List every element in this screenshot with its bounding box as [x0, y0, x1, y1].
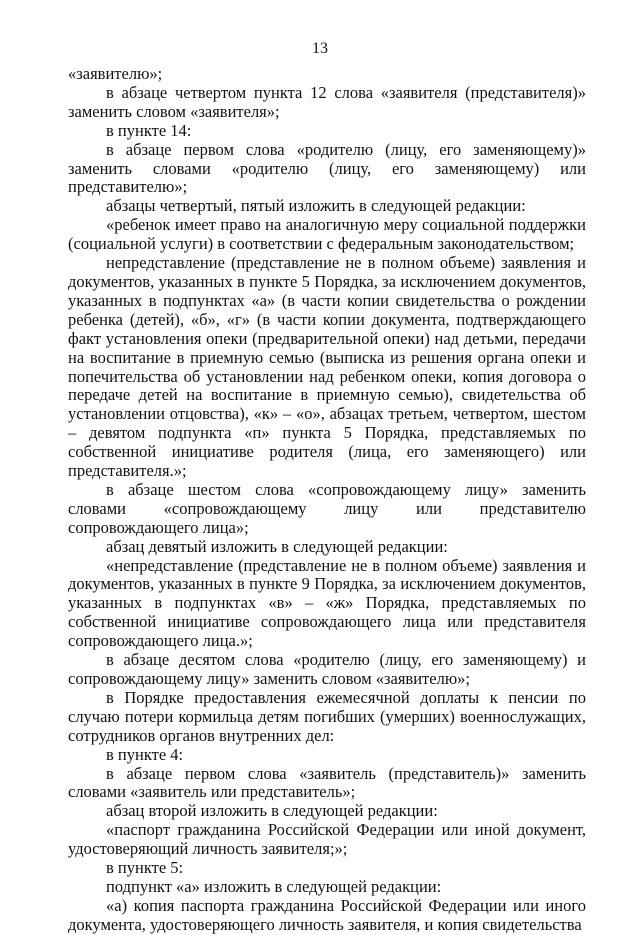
paragraph: «заявителю»; — [68, 64, 163, 83]
paragraph: непредставление (представление не в полном объеме) заявления и документов, указанных в пункте 5 Порядка, за исключением документов, указанных в подпунктах «а» (в части копии свидетельства о рождении ребенка (детей), «б», «г» (в части копии документа, подтверждающего факт установления опеки (предварительной опеки) над детьми, передачи на воспитание в приемную семью (выписка из решения органа опеки и попечительства об установлении над ребенком опеки, копия договора о передаче детей на воспитание в приемную семью), свидетельства об установлении отцовства), «к» – «о», абзацах третьем, четвертом, шестом – девятом подпункта «п» пункта 5 Порядка, представляемых по собственной инициативе родителя (лица, его заменяющего) или представителя.»; — [68, 253, 586, 481]
paragraph: в Порядке предоставления ежемесячной доплаты к пенсии по случаю потери кормильца детям погибших (умерших) военнослужащих, сотрудников органов внутренних дел: — [68, 687, 586, 745]
page-number: 13 — [312, 40, 328, 57]
paragraph: в пункте 4: — [106, 744, 184, 764]
paragraph: «непредставление (представление не в полном объеме) заявления и документов, указанных в пункте 9 Порядка, за исключением документов, указанных в подпунктах «в» – «ж» Порядка, представляемых по собственной инициативе сопровождающего лица или представителя сопровождающего лица.»; — [68, 555, 586, 651]
paragraph: в абзаце шестом слова «сопровождающему лицу» заменить словами «сопровождающему лицу или представителю сопровождающего лица»; — [68, 479, 586, 537]
document-body — [68, 65, 586, 935]
paragraph: абзац девятый изложить в следующей редакции: — [106, 536, 448, 556]
paragraph: в пункте 5: — [106, 858, 184, 878]
paragraph: абзац второй изложить в следующей редакции: — [106, 801, 438, 821]
paragraph: в абзаце десятом слова «родителю (лицу, его заменяющему) и сопровождающему лицу» заменить словом «заявителю»; — [68, 650, 586, 688]
paragraph: в абзаце первом слова «родителю (лицу, его заменяющему)» заменить словами «родителю (лицу, его заменяющему) или представителю»; — [68, 139, 586, 197]
paragraph: «а) копия паспорта гражданина Российской Федерации или иного документа, удостоверяющего личность заявителя, и копия свидетельства — [68, 895, 586, 934]
paragraph: «ребенок имеет право на аналогичную меру социальной поддержки (социальной услуги) в соответствии с федеральным законодательством; — [68, 215, 586, 254]
paragraph: в абзаце первом слова «заявитель (представитель)» заменить словами «заявитель или представитель»; — [68, 763, 586, 802]
paragraph: подпункт «а» изложить в следующей редакции: — [106, 876, 442, 896]
paragraph: «паспорт гражданина Российской Федерации или иной документ, удостоверяющий личность заявителя;»; — [68, 820, 586, 859]
paragraph: в абзаце четвертом пункта 12 слова «заявителя (представителя)» заменить словом «заявителя»; — [68, 82, 586, 121]
paragraph: в пункте 14: — [106, 120, 192, 140]
paragraph: абзацы четвертый, пятый изложить в следующей редакции: — [106, 196, 526, 216]
